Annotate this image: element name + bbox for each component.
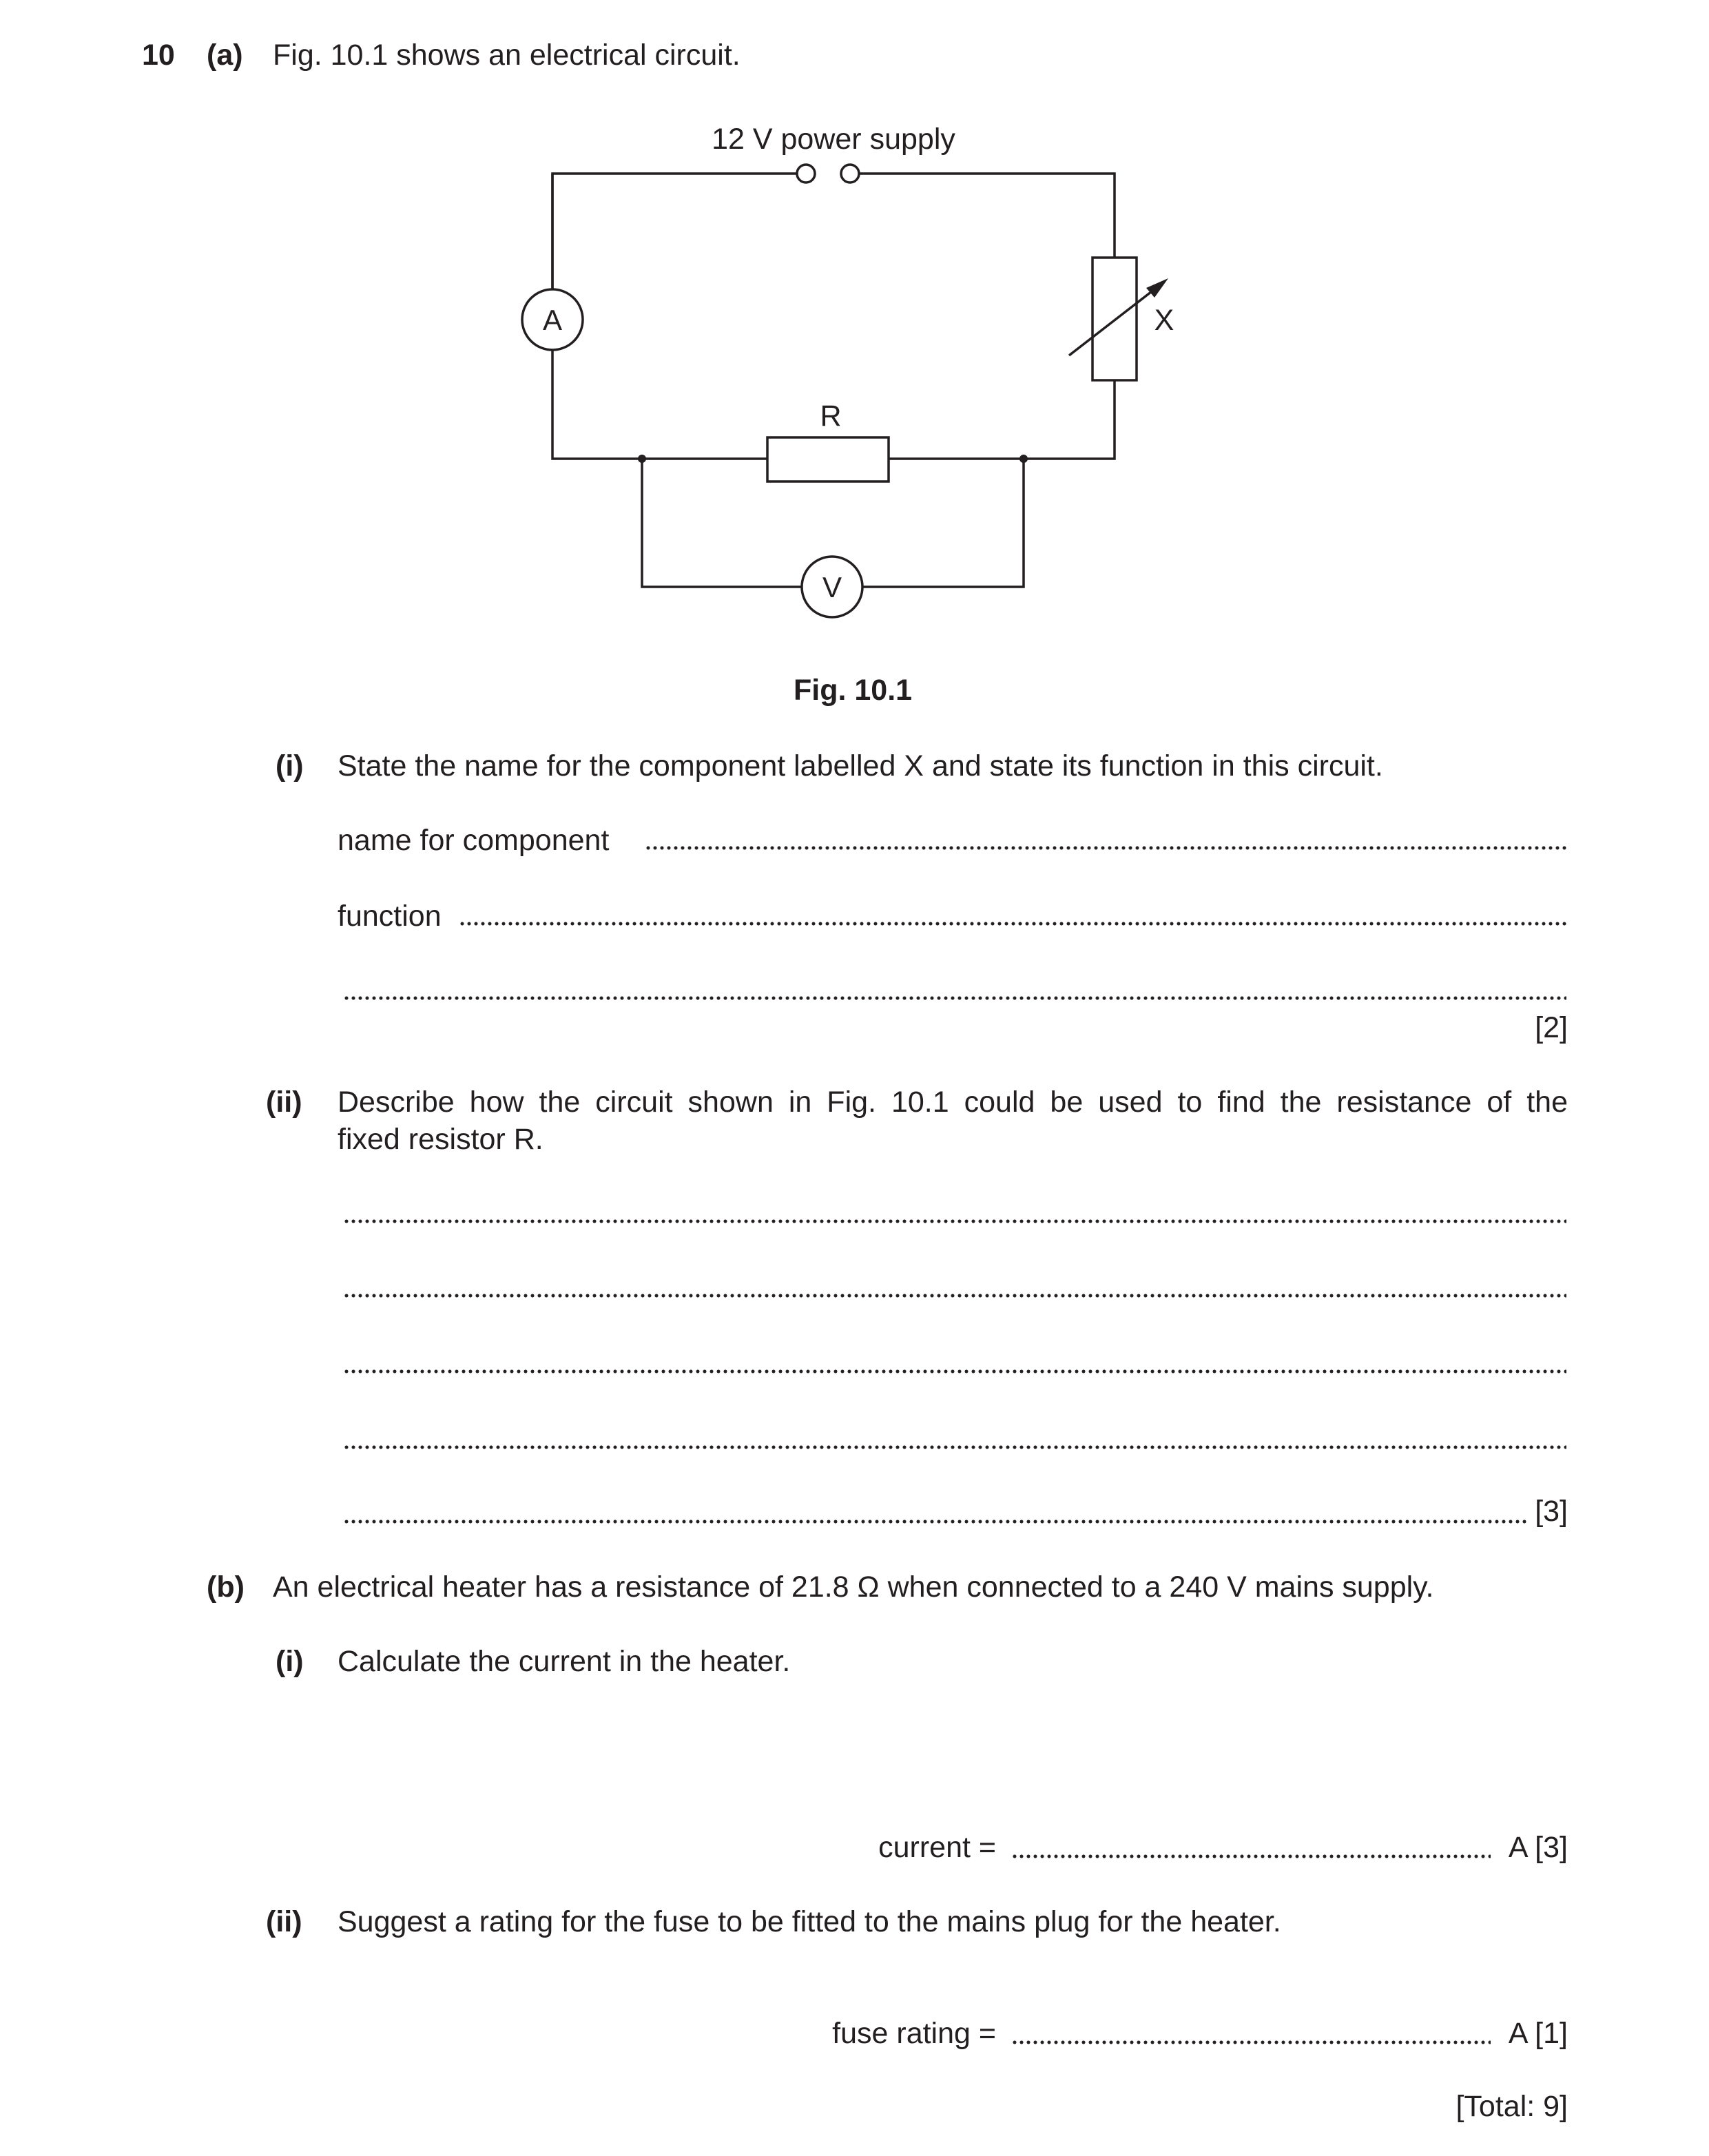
fuse-rating-prompt: fuse rating =: [832, 2017, 996, 2050]
part-b-i-label: (i): [276, 1645, 304, 1678]
part-a-i-text: State the name for the component labelled X and state its function in this circuit.: [338, 749, 1383, 782]
describe-answer-line-1[interactable]: [343, 1218, 1566, 1225]
circuit-diagram: [0, 0, 1709, 689]
part-a-i-label: (i): [276, 749, 304, 782]
current-unit-marks: A [3]: [1508, 1831, 1568, 1864]
function-prompt: function: [338, 900, 442, 933]
ammeter-label: A: [542, 304, 563, 336]
describe-answer-line-5[interactable]: [343, 1518, 1528, 1525]
supply-terminal-right: [841, 165, 859, 183]
part-a-ii-text-line1: Describe how the circuit shown in Fig. 10.1 could be used to find the resistance of the: [338, 1086, 1568, 1119]
part-a-i-marks: [2]: [1535, 1011, 1568, 1044]
fuse-rating-answer-line[interactable]: [1011, 2039, 1491, 2046]
part-a-intro: Fig. 10.1 shows an electrical circuit.: [273, 39, 740, 72]
name-answer-line[interactable]: [645, 844, 1566, 851]
voltmeter-label: V: [822, 571, 842, 603]
question-number: 10: [142, 39, 175, 72]
describe-answer-line-4[interactable]: [343, 1444, 1566, 1451]
describe-answer-line-2[interactable]: [343, 1292, 1566, 1299]
total-marks: [Total: 9]: [1456, 2090, 1568, 2123]
wire-left-lower: [552, 350, 767, 459]
resistor-label: R: [820, 400, 842, 433]
part-b-ii-label: (ii): [266, 1905, 302, 1938]
power-supply-label: 12 V power supply: [712, 123, 955, 156]
part-b-intro: An electrical heater has a resistance of 21.8 Ω when connected to a 240 V mains supply.: [273, 1571, 1434, 1604]
wire-top-right: [860, 174, 1115, 258]
supply-terminal-left: [797, 165, 815, 183]
figure-caption: Fig. 10.1: [794, 674, 913, 707]
variable-resistor-arrowhead: [1146, 278, 1168, 298]
part-b-label: (b): [207, 1571, 245, 1604]
part-a-ii-marks: [3]: [1535, 1495, 1568, 1528]
resistor-r-symbol: [767, 437, 889, 481]
describe-answer-line-3[interactable]: [343, 1368, 1566, 1375]
part-a-label: (a): [207, 39, 243, 72]
variable-component-label: X: [1154, 304, 1174, 337]
part-b-i-text: Calculate the current in the heater.: [338, 1645, 791, 1678]
part-b-ii-text: Suggest a rating for the fuse to be fitted to the mains plug for the heater.: [338, 1905, 1281, 1938]
part-a-ii-text-line2: fixed resistor R.: [338, 1123, 543, 1156]
fuse-rating-unit-marks: A [1]: [1508, 2017, 1568, 2050]
part-a-ii-label: (ii): [266, 1086, 302, 1119]
junction-left: [638, 455, 646, 463]
function-answer-line-1[interactable]: [459, 920, 1566, 927]
junction-right: [1019, 455, 1028, 463]
current-answer-line[interactable]: [1011, 1853, 1491, 1860]
name-prompt: name for component: [338, 824, 610, 857]
current-prompt: current =: [878, 1831, 996, 1864]
wire-bottom-right: [889, 380, 1115, 459]
function-answer-line-2[interactable]: [343, 995, 1566, 1002]
wire-top-left: [552, 174, 796, 336]
